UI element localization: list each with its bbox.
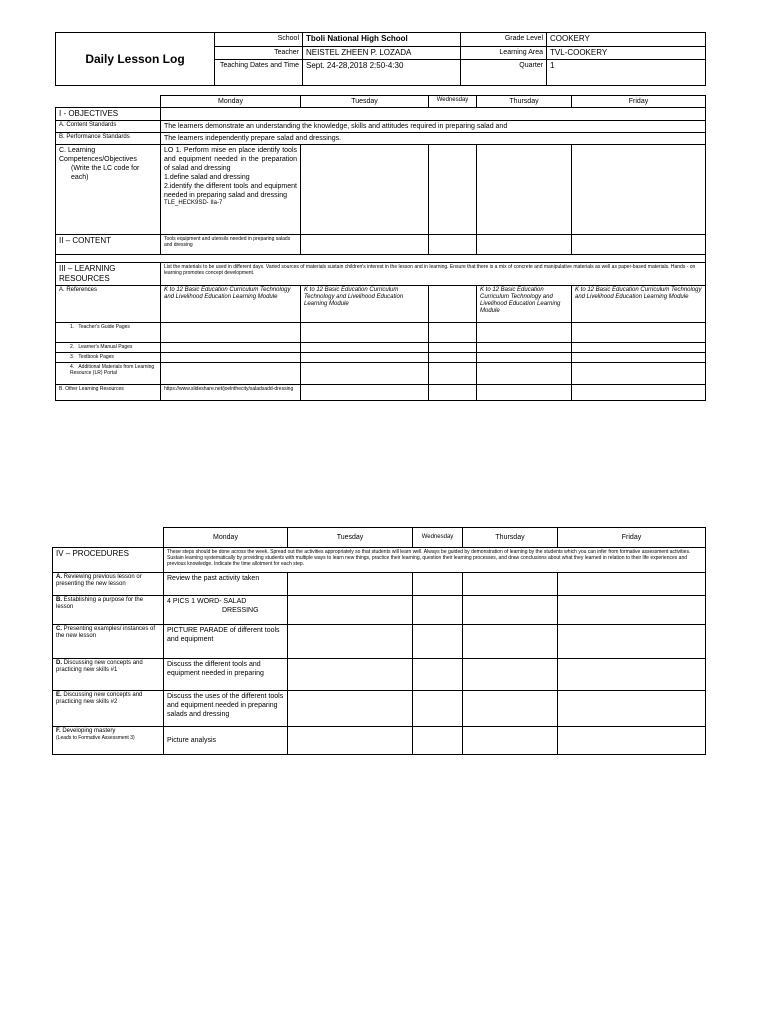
tb-tuesday <box>301 353 429 363</box>
objectives-table <box>55 95 706 401</box>
step-f-thursday <box>463 727 558 755</box>
tb-text: Textbook Pages <box>78 354 114 360</box>
tg-pages-label <box>56 323 161 343</box>
quarter-value: 1 <box>547 60 706 86</box>
resources-note: List the materials to be used in different days. Varied sources of materials sustain children's interest in the lesson and in learning. Ensure that there is a mix of concrete and manipulative materials as well as paper-based materials. Hands - on learning promotes concept development. <box>161 263 706 286</box>
content-wednesday <box>429 235 477 255</box>
step-f-label <box>53 727 164 755</box>
lm-tuesday <box>301 343 429 353</box>
corner-blank-2 <box>53 528 164 548</box>
competencies-friday <box>572 145 706 235</box>
competencies-cell <box>56 145 161 235</box>
step-e-label <box>53 691 164 727</box>
lr-wednesday <box>429 363 477 385</box>
other-friday <box>572 385 706 401</box>
step-c-letter: C. <box>56 626 62 632</box>
references-label: A. References <box>56 286 161 323</box>
lr-monday <box>161 363 301 385</box>
performance-standards-label: B. Performance Standards <box>56 133 161 145</box>
step-d-text: Discussing new concepts and practicing new skills #1 <box>56 660 143 673</box>
school-value: Tboli National High School <box>303 33 461 47</box>
lr-text: Additional Materials from Learning Resource (LR) Portal <box>70 364 155 376</box>
step-c-label <box>53 625 164 659</box>
step-a-text: Reviewing previous lesson or presenting the new lesson <box>56 574 142 587</box>
dates-value: Sept. 24-28,2018 2:50-4:30 <box>303 60 461 86</box>
teacher-value: NEISTEL ZHEEN P. LOZADA <box>303 47 461 60</box>
content-tuesday <box>301 235 429 255</box>
performance-standards-value: The learners independently prepare salad and dressings. <box>161 133 706 145</box>
competencies-thursday <box>477 145 572 235</box>
tb-number: 3. <box>70 354 75 360</box>
content-standards-label: A. Content Standards <box>56 121 161 133</box>
grade-label: Grade Level <box>461 33 547 47</box>
day-monday: Monday <box>161 96 301 108</box>
step-a-monday: Review the past activity taken <box>164 573 288 596</box>
step-f-monday: Picture analysis <box>164 727 288 755</box>
quarter-label: Quarter <box>461 60 547 86</box>
day2-wednesday: Wednesday <box>413 528 463 548</box>
step-c-monday: PICTURE PARADE of different tools and equipment <box>164 625 288 659</box>
other-thursday <box>477 385 572 401</box>
content-friday <box>572 235 706 255</box>
step-a-wednesday <box>413 573 463 596</box>
header-table <box>55 32 706 86</box>
ref-thursday: K to 12 Basic Education Curriculum Technology and Livelihood Education Learning Module <box>477 286 572 323</box>
day2-friday: Friday <box>558 528 706 548</box>
step-e-thursday <box>463 691 558 727</box>
step-a-thursday <box>463 573 558 596</box>
lr-friday <box>572 363 706 385</box>
step-f-tuesday <box>288 727 413 755</box>
step-e-monday: Discuss the uses of the different tools and equipment needed in preparing salads and dressing <box>164 691 288 727</box>
competencies-note: (Write the LC code for each) <box>71 165 140 181</box>
step-a-label <box>53 573 164 596</box>
step-d-friday <box>558 659 706 691</box>
objectives-blank <box>161 108 706 121</box>
step-d-label <box>53 659 164 691</box>
day-friday: Friday <box>572 96 706 108</box>
competencies-wednesday <box>429 145 477 235</box>
tb-monday <box>161 353 301 363</box>
other-resources-label: B. Other Learning Resources <box>56 385 161 401</box>
content-heading: II – CONTENT <box>56 235 161 255</box>
step-d-wednesday <box>413 659 463 691</box>
step-d-monday: Discuss the different tools and equipment needed in preparing <box>164 659 288 691</box>
step-c-text: Presenting examples/ instances of the new lesson <box>56 626 156 639</box>
step-b-text: Establishing a purpose for the lesson <box>56 597 144 610</box>
competencies-item-1: 1.define salad and dressing <box>164 174 250 181</box>
step-b-letter: B. <box>56 597 62 603</box>
lr-portal-label <box>56 363 161 385</box>
step-f-note: (Leads to Formative Assessment 3) <box>56 735 135 741</box>
tb-friday <box>572 353 706 363</box>
step-f-text: Developing mastery <box>62 728 116 734</box>
step-e-letter: E. <box>56 692 62 698</box>
procedures-table <box>52 527 706 755</box>
lr-number: 4. <box>70 364 75 370</box>
day2-monday: Monday <box>164 528 288 548</box>
day-wednesday: Wednesday <box>429 96 477 108</box>
school-label: School <box>215 33 303 47</box>
step-c-tuesday <box>288 625 413 659</box>
grade-value: COOKERY <box>547 33 706 47</box>
step-e-text: Discussing new concepts and practicing new skills #2 <box>56 692 143 705</box>
competencies-monday <box>161 145 301 235</box>
step-f-title <box>56 728 160 735</box>
step-b-monday <box>164 596 288 625</box>
step-d-thursday <box>463 659 558 691</box>
page-title: Daily Lesson Log <box>56 33 215 86</box>
step-b-friday <box>558 596 706 625</box>
competencies-tuesday <box>301 145 429 235</box>
tg-friday <box>572 323 706 343</box>
teacher-label: Teacher <box>215 47 303 60</box>
step-b-tuesday <box>288 596 413 625</box>
tg-thursday <box>477 323 572 343</box>
day-thursday: Thursday <box>477 96 572 108</box>
other-tuesday <box>301 385 429 401</box>
tg-monday <box>161 323 301 343</box>
step-b-label <box>53 596 164 625</box>
other-wednesday <box>429 385 477 401</box>
other-resources-link[interactable]: https://www.slideshare.net/joelnthecity/saladsadd-dressing <box>161 385 301 401</box>
step-b-line-2: DRESSING <box>222 607 259 614</box>
step-c-wednesday <box>413 625 463 659</box>
tg-wednesday <box>429 323 477 343</box>
lm-thursday <box>477 343 572 353</box>
resources-heading: III – LEARNING RESOURCES <box>56 263 161 286</box>
tb-thursday <box>477 353 572 363</box>
area-value: TVL-COOKERY <box>547 47 706 60</box>
step-f-wednesday <box>413 727 463 755</box>
step-f-friday <box>558 727 706 755</box>
lm-number: 2. <box>70 344 75 350</box>
step-d-letter: D. <box>56 660 62 666</box>
day2-tuesday: Tuesday <box>288 528 413 548</box>
step-b-line-1: 4 PICS 1 WORD- SALAD <box>167 598 247 605</box>
day-tuesday: Tuesday <box>301 96 429 108</box>
step-e-wednesday <box>413 691 463 727</box>
lr-tuesday <box>301 363 429 385</box>
competencies-label: C. Learning Competences/Objectives <box>59 147 137 163</box>
procedures-heading: IV – PROCEDURES <box>53 548 164 573</box>
lm-monday <box>161 343 301 353</box>
lm-friday <box>572 343 706 353</box>
tb-pages-label <box>56 353 161 363</box>
procedures-note: These steps should be done across the week. Spread out the activities appropriately so that students will learn well. Always be guided by demonstration of learning by the students which you can infer from formative assessment activities. Sustain learning systematically by providing students with multiple ways to learn new things, practice their learning, question their learning processes, and draw conclusions about what they learned in relation to their life experiences and previous knowledge. Indicate the time allotment for each step. <box>164 548 706 573</box>
objectives-heading: I - OBJECTIVES <box>56 108 161 121</box>
tg-text: Teacher's Guide Pages <box>78 324 130 330</box>
day2-thursday: Thursday <box>463 528 558 548</box>
competencies-code: TLE_HECK9SD- IIa-7 <box>164 200 223 206</box>
step-c-friday <box>558 625 706 659</box>
corner-blank <box>56 96 161 108</box>
step-c-thursday <box>463 625 558 659</box>
ref-friday: K to 12 Basic Education Curriculum Technology and Livelihood Education Learning Module <box>572 286 706 323</box>
spacer-row <box>56 255 706 263</box>
tg-number: 1. <box>70 324 75 330</box>
step-b-wednesday <box>413 596 463 625</box>
lm-text: Learner's Manual Pages <box>78 344 133 350</box>
content-thursday <box>477 235 572 255</box>
lm-pages-label <box>56 343 161 353</box>
step-a-friday <box>558 573 706 596</box>
step-a-tuesday <box>288 573 413 596</box>
step-e-friday <box>558 691 706 727</box>
tb-wednesday <box>429 353 477 363</box>
content-value: Tools equipment and utensils needed in preparing salads and dressing <box>161 235 301 255</box>
ref-wednesday <box>429 286 477 323</box>
ref-tuesday: K to 12 Basic Education Curriculum Technology and Livelihood Education Learning Module <box>301 286 429 323</box>
dates-label: Teaching Dates and Time <box>215 60 303 86</box>
step-d-tuesday <box>288 659 413 691</box>
ref-monday: K to 12 Basic Education Curriculum Technology and Livelihood Education Learning Module <box>161 286 301 323</box>
content-standards-value: The learners demonstrate an understanding the knowledge, skills and attitudes required in preparing salad and <box>161 121 706 133</box>
step-b-thursday <box>463 596 558 625</box>
area-label: Learning Area <box>461 47 547 60</box>
competencies-lo: LO 1. Perform mise en place identify tools and equipment needed in the preparation of salad and dressing <box>164 147 297 172</box>
step-a-letter: A. <box>56 574 62 580</box>
step-e-tuesday <box>288 691 413 727</box>
competencies-item-2: 2.identify the different tools and equipment needed in preparing salad and dressing <box>164 183 297 199</box>
tg-tuesday <box>301 323 429 343</box>
lr-thursday <box>477 363 572 385</box>
step-f-letter: F. <box>56 728 61 734</box>
lm-wednesday <box>429 343 477 353</box>
